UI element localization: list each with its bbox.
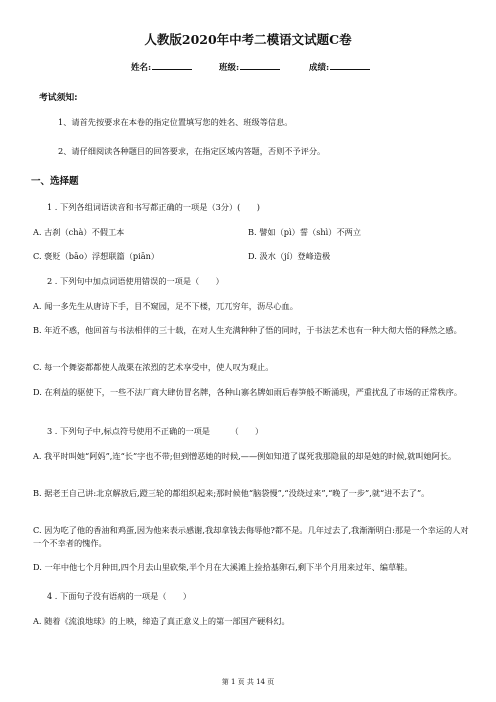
question-2-stem: 2 . 下列句中加点词语使用错误的一项是（ ） bbox=[47, 276, 224, 286]
section-heading: 一、选择题 bbox=[31, 176, 79, 187]
question-1-option-d: D. 汲水（jí）登峰造极 bbox=[248, 251, 331, 261]
question-3-option-d: D. 一年中他七个月种田,四个月去山里砍柴,半个月在大溪滩上捡拾基卵石,剩下半个月用来过年、编草鞋。 bbox=[33, 562, 413, 572]
question-1-option-c: C. 褒贬（bāo）浮想联篇（piān） bbox=[33, 251, 160, 261]
question-1-option-b: B. 譬如（pì）誓（shì）不两立 bbox=[248, 227, 362, 237]
question-2-option-b: B. 年近不惑，他回首与书法相伴的三十载，在对人生充满种种了悟的同时，于书法艺术也有一种大彻大悟的释然之感。 bbox=[33, 325, 462, 335]
question-2-option-c: C. 每一个舞姿都都使人战栗在浓烈的艺术享受中，使人叹为观止。 bbox=[33, 362, 274, 372]
notice-item-2: 2、请仔细阅读各种题目的回答要求，在指定区域内答题，否则不予评分。 bbox=[58, 146, 326, 156]
notice-item-1: 1、请首先按要求在本卷的指定位置填写您的姓名、班级等信息。 bbox=[58, 117, 293, 127]
class-blank bbox=[240, 61, 280, 70]
notice-heading: 考试须知: bbox=[39, 93, 78, 103]
question-4-stem: 4 . 下面句子没有语病的一项是（ ） bbox=[47, 591, 192, 601]
question-3-option-b: B. 据老王自己讲:北京解放后,蹬三轮的都组织起来;那时候他“脑袋慢”,“没绕过来”,“晚了一步”,就“进不去了”。 bbox=[33, 488, 430, 498]
page-title: 人教版2020年中考二模语文试题C卷 bbox=[144, 32, 352, 47]
question-1-option-a: A. 古刹（chà）不假工本 bbox=[33, 227, 125, 237]
page-footer: 第 1 页 共 14 页 bbox=[221, 678, 275, 686]
question-2-option-d: D. 在利益的驱使下，一些不法厂商大肆仿冒名牌，各种山寨名牌如雨后春笋般不断涌现，严重扰乱了市场的正常秩序。 bbox=[33, 387, 463, 397]
question-3-option-c: C. 因为吃了他的香油和鸡蛋,因为他来表示感谢,我却拿钱去侮辱他?都不是。几年过去了,我渐渐明白:那是一个幸运的人对一个不幸者的愧作。 bbox=[33, 525, 469, 548]
question-4-option-a: A. 随着《流浪地球》的上映，缔造了真正意义上的第一部国产硬科幻。 bbox=[33, 616, 290, 626]
name-field bbox=[131, 61, 192, 73]
score-blank bbox=[330, 61, 370, 70]
score-field bbox=[309, 61, 370, 73]
question-1-stem: 1 . 下列各组词语读音和书写都正确的一项是（3分）( ) bbox=[47, 202, 260, 212]
score-label: 成绩: bbox=[309, 63, 330, 73]
name-blank bbox=[152, 61, 192, 70]
question-3-option-a: A. 我平时叫她“阿妈”,连“长”字也不带;但到憎恶她的时候,——例如知道了谋死我那隐鼠的却是她的时候,就叫她阿长。 bbox=[33, 451, 457, 461]
question-2-option-a: A. 闻一多先生从唐诗下手，目不窥园，足不下楼，兀兀穷年，沥尽心血。 bbox=[33, 301, 298, 311]
name-label: 姓名: bbox=[131, 63, 152, 73]
class-label: 班级: bbox=[219, 63, 240, 73]
class-field bbox=[219, 61, 280, 73]
question-3-stem: 3 . 下列句子中,标点符号使用不正确的一项是 （ ） bbox=[47, 426, 264, 436]
